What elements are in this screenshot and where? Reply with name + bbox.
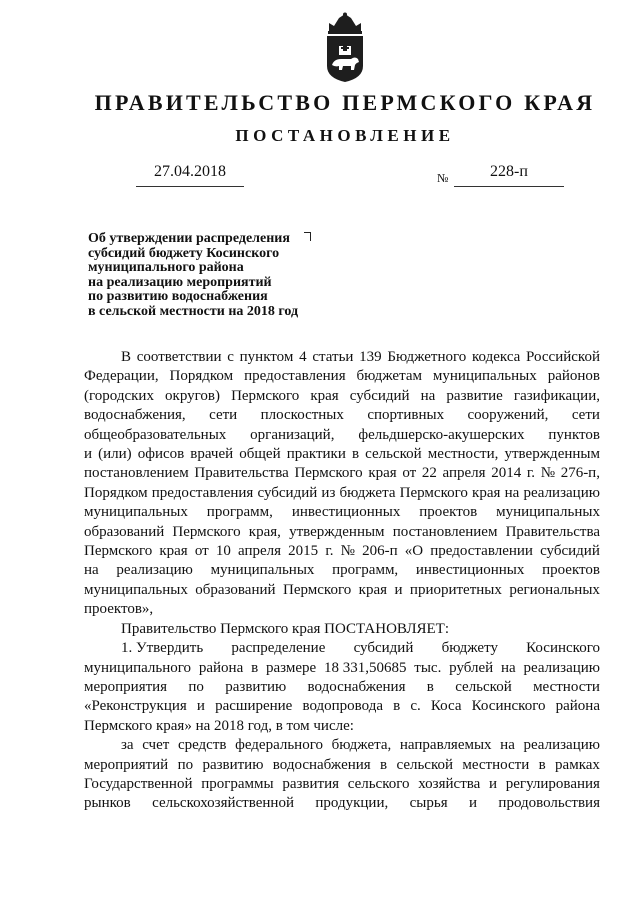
word: муниципальных — [432, 368, 537, 385]
number-label: № — [437, 171, 449, 185]
subject-line: субсидий бюджету Косинского — [88, 245, 280, 261]
word: Пермского — [283, 581, 352, 598]
word: 1. Утвердить — [121, 640, 204, 657]
word: Государственной — [84, 775, 193, 792]
word: федерального — [235, 737, 323, 754]
word: 2014 — [491, 465, 522, 482]
word: бюджету — [441, 640, 498, 657]
word: муниципальных — [210, 562, 315, 579]
text-line — [84, 445, 600, 464]
word: г. — [526, 465, 536, 482]
word: проектов — [419, 504, 478, 521]
word: Порядком — [84, 484, 148, 501]
federal-funds-paragraph — [84, 736, 600, 814]
word: офисов — [137, 446, 185, 463]
word: края — [472, 484, 501, 501]
word: водоснабжения, — [84, 407, 186, 424]
text-line — [84, 426, 600, 445]
word: реализацию — [523, 484, 600, 501]
word: Порядком — [169, 368, 234, 385]
word: Пермского — [294, 465, 363, 482]
word: Пермского — [84, 543, 153, 560]
text-line — [84, 464, 600, 483]
text-line — [84, 581, 600, 600]
word: хозяйства — [418, 775, 481, 792]
word: водопровода — [302, 698, 384, 715]
word: В — [121, 349, 132, 365]
word: соответствии — [136, 349, 222, 365]
document-subject — [88, 232, 338, 319]
word: сельской — [396, 756, 454, 773]
word: проектов — [542, 562, 600, 579]
perm-krai-coat-of-arms-icon — [322, 12, 368, 84]
word: местности — [462, 756, 530, 773]
word: утвержденным — [289, 523, 385, 540]
text-line — [84, 542, 600, 561]
word: расширение — [215, 698, 293, 715]
word: сельской — [365, 446, 422, 463]
word: Бюджетного — [387, 349, 467, 365]
subject-line: муниципального района — [88, 260, 244, 275]
word: «О — [404, 543, 424, 560]
document-type: ПОСТАНОВЛЕНИЕ — [235, 126, 455, 145]
word: программ, — [332, 562, 399, 579]
word: субсидий — [353, 640, 414, 657]
word: Правительства — [194, 465, 289, 482]
text-line: Правительство Пермского края ПОСТАНОВЛЯЕТ: — [121, 620, 450, 637]
word: района — [198, 659, 244, 676]
word: мероприятий — [84, 756, 169, 773]
word: инвестиционных — [291, 504, 401, 521]
word: пунктом — [239, 349, 294, 365]
document-date: 27.04.2018 — [154, 163, 226, 180]
word: Пермского — [172, 523, 241, 540]
word: образований — [84, 523, 165, 540]
word: с — [227, 349, 234, 365]
word: фельдшерско-акушерских — [358, 426, 525, 443]
word: муниципальных — [84, 581, 188, 598]
text-line — [84, 794, 600, 813]
word: постановлением — [392, 523, 498, 540]
word: с. — [410, 698, 421, 715]
text-line — [84, 659, 600, 678]
word: в — [426, 678, 434, 695]
resolution-paragraph — [84, 620, 600, 639]
word: на — [84, 562, 99, 579]
word: предоставления — [244, 368, 346, 385]
word: пунктов — [548, 426, 600, 443]
word: реализацию — [116, 562, 193, 579]
word: Косинского — [471, 698, 546, 715]
word: 276-п, — [560, 465, 600, 482]
org-title: ПРАВИТЕЛЬСТВО ПЕРМСКОГО КРАЯ — [94, 90, 596, 115]
word: Российской — [526, 349, 600, 365]
word: субсидий — [257, 484, 318, 501]
word: сельского — [347, 775, 410, 792]
word: районов — [547, 368, 600, 385]
word: и — [394, 581, 403, 598]
text-line — [84, 639, 600, 658]
word: развития — [282, 775, 340, 792]
word: кодекса — [472, 349, 521, 365]
word: утвержденным — [504, 446, 600, 463]
word: в — [380, 756, 388, 773]
word: по — [188, 678, 204, 695]
word: программ, — [206, 504, 273, 521]
word: сырья — [409, 795, 448, 812]
word: практики — [286, 446, 346, 463]
word: из — [321, 484, 336, 501]
word: и — [84, 446, 93, 463]
word: муниципального — [84, 659, 192, 676]
word: Коса — [430, 698, 462, 715]
word: муниципальных — [496, 504, 600, 521]
word: спортивных — [367, 407, 445, 424]
word: края — [368, 465, 397, 482]
word: в — [251, 659, 259, 676]
word: плоскостных — [260, 407, 344, 424]
item-1-paragraph — [84, 639, 600, 717]
word: счет — [142, 737, 170, 754]
word: края, — [248, 523, 281, 540]
word: продукции, — [315, 795, 389, 812]
text-line — [84, 756, 600, 775]
word: местности, — [427, 446, 499, 463]
word: газификации, — [513, 387, 600, 404]
word: от — [194, 543, 209, 560]
word: рамках — [555, 756, 600, 773]
word: врачей — [190, 446, 234, 463]
word: бюджета — [339, 484, 396, 501]
word: статьи — [312, 349, 354, 365]
word: предоставлении — [430, 543, 533, 560]
subject-line: по развитию водоснабжения — [88, 289, 268, 304]
word: муниципальных — [84, 504, 188, 521]
word: сети — [209, 407, 238, 424]
word: в — [393, 698, 401, 715]
word: местности — [533, 678, 600, 695]
word: 22 — [421, 465, 437, 482]
word: регулирования — [505, 775, 600, 792]
subject-line: Об утверждении распределения — [88, 231, 290, 246]
word: распределение — [231, 640, 326, 657]
text-line — [84, 697, 600, 716]
word: (или) — [98, 446, 132, 463]
word: развитию — [225, 678, 287, 695]
word: субсидий — [349, 387, 410, 404]
word: постановлением — [84, 465, 189, 482]
word: сельской — [455, 678, 512, 695]
word: 4 — [299, 349, 307, 365]
text-line: проектов», — [84, 601, 154, 618]
word: образований — [195, 581, 276, 598]
word: Косинского — [526, 640, 600, 657]
word: 10 — [215, 543, 231, 560]
text-line — [84, 678, 600, 697]
word: № — [540, 465, 556, 482]
word: на — [504, 484, 520, 501]
text-line — [84, 367, 600, 386]
number-underline — [454, 186, 564, 187]
word: рублей — [449, 659, 494, 676]
word: в — [351, 446, 360, 463]
word: организаций, — [250, 426, 335, 443]
word: апреля — [238, 543, 282, 560]
word: водоснабжения — [272, 756, 371, 773]
word: субсидий — [540, 543, 600, 560]
date-underline — [136, 186, 244, 187]
text-line — [84, 523, 600, 542]
word: 18 331,50685 — [323, 659, 407, 676]
subject-line: на реализацию мероприятий — [88, 274, 272, 290]
word: и — [469, 795, 478, 812]
text-line — [84, 387, 600, 406]
word: водоснабжения — [307, 678, 406, 695]
word: 139 — [359, 349, 382, 365]
word: инвестиционных — [415, 562, 525, 579]
word: края — [358, 581, 388, 598]
word: приоритетных — [409, 581, 502, 598]
preamble-paragraph-end — [84, 600, 600, 619]
word: развитие — [446, 387, 503, 404]
word: г. — [325, 543, 334, 560]
word: средств — [177, 737, 227, 754]
word: сельскохозяйственной — [152, 795, 294, 812]
preamble-paragraph — [84, 348, 600, 600]
word: на — [420, 387, 436, 404]
word: округов) — [165, 387, 220, 404]
word: и — [489, 775, 498, 792]
word: размере — [265, 659, 317, 676]
word: и — [196, 698, 205, 715]
word: программы — [201, 775, 274, 792]
text-line — [84, 484, 600, 503]
word: общеобразовательных — [84, 426, 227, 443]
word: бюджетам — [356, 368, 422, 385]
word: по — [177, 756, 194, 773]
text-line — [84, 503, 600, 522]
text-line: Пермского края» на 2018 год, в том числе: — [84, 717, 354, 734]
word: реализацию — [523, 737, 600, 754]
word: апреля — [442, 465, 486, 482]
word: региональных — [509, 581, 600, 598]
word: мероприятия — [84, 678, 168, 695]
word: бюджета, — [331, 737, 392, 754]
word: № — [340, 543, 355, 560]
word: от — [402, 465, 417, 482]
word: 206-п — [362, 543, 398, 560]
word: за — [121, 737, 134, 754]
word: края — [310, 387, 339, 404]
word: на — [501, 659, 516, 676]
text-line — [84, 775, 600, 794]
word: Федерации, — [84, 368, 159, 385]
word: предоставления — [151, 484, 254, 501]
word: края — [159, 543, 188, 560]
word: (городских — [84, 387, 154, 404]
word: направляемых — [399, 737, 492, 754]
document-body — [84, 348, 600, 814]
word: в — [538, 756, 546, 773]
word: реализацию — [523, 659, 600, 676]
word: Правительства — [505, 523, 600, 540]
text-line — [84, 736, 600, 755]
text-line — [84, 406, 600, 425]
text-line — [84, 561, 600, 580]
word: 2015 — [288, 543, 319, 560]
word: рынков — [84, 795, 131, 812]
word: Пермского — [231, 387, 300, 404]
subject-line: в сельской местности на 2018 год — [88, 303, 299, 319]
text-line — [84, 348, 600, 367]
word: развитию — [202, 756, 264, 773]
word: Пермского — [399, 484, 468, 501]
word: сооружений, — [467, 407, 549, 424]
item-1-paragraph-end — [84, 717, 600, 736]
word: на — [500, 737, 515, 754]
word: сети — [571, 407, 600, 424]
word: тыс. — [414, 659, 442, 676]
document-number: 228-п — [490, 163, 528, 180]
word: «Реконструкция — [84, 698, 187, 715]
word: района — [555, 698, 600, 715]
word: общей — [239, 446, 281, 463]
word: продовольствия — [498, 795, 600, 812]
